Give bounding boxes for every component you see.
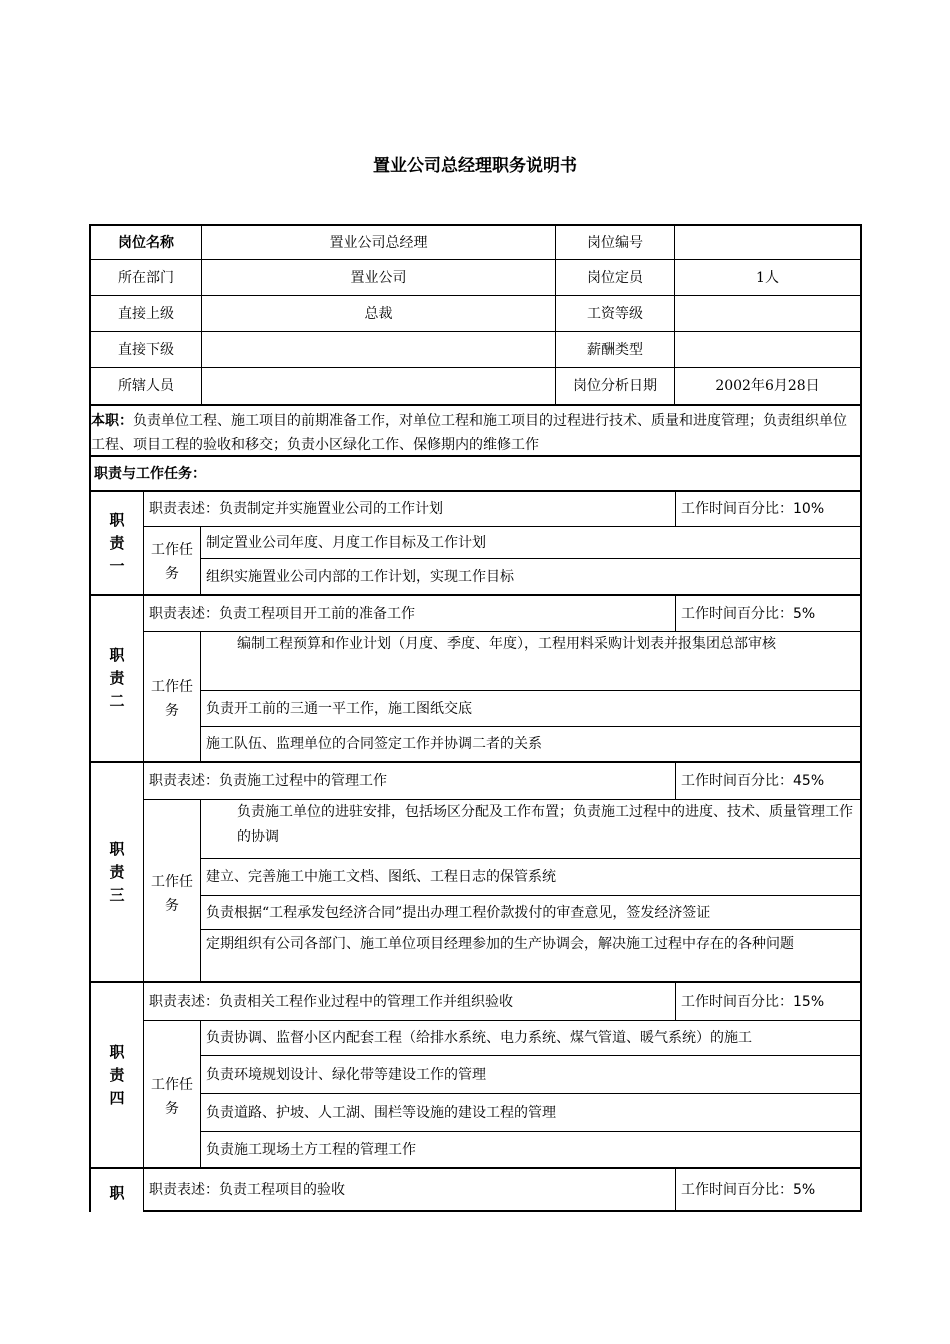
quota-label: 岗位定员 (556, 260, 675, 296)
duty-1-char-3: 一 (109, 556, 125, 575)
duty-5-pct: 工作时间百分比：5% (676, 1169, 862, 1212)
dept-value: 置业公司 (202, 260, 556, 296)
duty-4-task-1: 负责协调、监督小区内配套工程（给排水系统、电力系统、煤气管道、暖气系统）的施工 (201, 1021, 862, 1056)
subordinate-value (202, 332, 556, 368)
pay-type-label: 薪酬类型 (556, 332, 675, 368)
superior-value: 总裁 (202, 296, 556, 332)
duty-4-char-1: 职 (109, 1042, 125, 1061)
duty-1-name (89, 492, 144, 596)
duty-3-task-4: 定期组织有公司各部门、施工单位项目经理参加的生产协调会，解决施工过程中存在的各种问题 (201, 930, 862, 983)
analysis-date-value: 2002年6月28日 (675, 368, 862, 406)
duty-3-pct: 工作时间百分比：45% (676, 763, 862, 800)
dept-label: 所在部门 (89, 260, 202, 296)
duty-2-name (89, 596, 144, 763)
duty-3-char-1: 职 (109, 839, 125, 858)
duty-2-char-1: 职 (109, 646, 125, 664)
duty-4-char-3: 四 (109, 1088, 125, 1107)
duty-1-char-1: 职 (109, 510, 125, 529)
post-name-value: 置业公司总经理 (202, 224, 556, 260)
duty-2-desc: 职责表述：负责工程项目开工前的准备工作 (144, 596, 676, 632)
duty-5-desc: 职责表述：负责工程项目的验收 (144, 1169, 676, 1212)
duty-2-task-1: 编制工程预算和作业计划（月度、季度、年度），工程用料采购计划表并报集团总部审核 (201, 632, 862, 691)
duty-4-task-3: 负责道路、护坡、人工湖、围栏等设施的建设工程的管理 (201, 1094, 862, 1132)
duty-4-desc: 职责表述：负责相关工程作业过程中的管理工作并组织验收 (144, 983, 676, 1021)
duty-2-task-3: 施工队伍、监理单位的合同签定工作并协调二者的关系 (201, 727, 862, 763)
duty-2-char-2: 责 (109, 669, 125, 687)
staff-label: 所辖人员 (89, 368, 202, 406)
duty-3-name (89, 763, 144, 983)
duty-2-task-2: 负责开工前的三通一平工作，施工图纸交底 (201, 691, 862, 727)
duty-3-char-2: 责 (109, 862, 125, 881)
duty-3-task-1: 负责施工单位的进驻安排，包括场区分配及工作布置；负责施工过程中的进度、技术、质量管理工作的协调 (201, 800, 862, 859)
staff-value (202, 368, 556, 406)
post-code-value (675, 224, 862, 260)
duty-4-name (89, 983, 144, 1169)
duty-4-task-label: 工作任务 (144, 1021, 201, 1169)
duty-2-pct: 工作时间百分比：5% (676, 596, 862, 632)
main-duty-text: 负责单位工程、施工项目的前期准备工作，对单位工程和施工项目的过程进行技术、质量和进度管理；负责组织单位工程、项目工程的验收和移交；负责小区绿化工作、保修期内的维修工作 (91, 413, 847, 453)
duties-header: 职责与工作任务： (89, 457, 862, 492)
superior-label: 直接上级 (89, 296, 202, 332)
pay-type-value (675, 332, 862, 368)
duty-1-task-2: 组织实施置业公司内部的工作计划，实现工作目标 (201, 559, 862, 596)
duty-3-char-3: 三 (109, 885, 125, 904)
duty-1-task-label: 工作任务 (144, 527, 201, 596)
post-code-label: 岗位编号 (556, 224, 675, 260)
analysis-date-label: 岗位分析日期 (556, 368, 675, 406)
duty-1-pct: 工作时间百分比：10% (676, 492, 862, 527)
duty-5-name (89, 1169, 144, 1212)
salary-grade-value (675, 296, 862, 332)
duty-3-task-label: 工作任务 (144, 800, 201, 983)
main-duty (91, 409, 859, 457)
duty-1-desc: 职责表述：负责制定并实施置业公司的工作计划 (144, 492, 676, 527)
duty-2-char-3: 二 (109, 692, 125, 710)
salary-grade-label: 工资等级 (556, 296, 675, 332)
duty-3-desc: 职责表述：负责施工过程中的管理工作 (144, 763, 676, 800)
duty-2-task-label: 工作任务 (144, 632, 201, 763)
duty-3-task-3: 负责根据“工程承发包经济合同”提出办理工程价款拨付的审查意见，签发经济签证 (201, 896, 862, 930)
duty-5-char-1: 职 (109, 1184, 125, 1202)
quota-value: 1人 (675, 260, 862, 296)
document-title: 置业公司总经理职务说明书 (373, 156, 577, 176)
duty-4-char-2: 责 (109, 1065, 125, 1084)
duty-1-char-2: 责 (109, 533, 125, 552)
subordinate-label: 直接下级 (89, 332, 202, 368)
post-name-label: 岗位名称 (89, 224, 202, 260)
duty-4-task-2: 负责环境规划设计、绿化带等建设工作的管理 (201, 1056, 862, 1094)
duty-1-task-1: 制定置业公司年度、月度工作目标及工作计划 (201, 527, 862, 559)
duty-3-task-2: 建立、完善施工中施工文档、图纸、工程日志的保管系统 (201, 859, 862, 896)
duty-4-pct: 工作时间百分比：15% (676, 983, 862, 1021)
duty-4-task-4: 负责施工现场土方工程的管理工作 (201, 1132, 862, 1169)
main-duty-label: 本职： (91, 413, 133, 429)
